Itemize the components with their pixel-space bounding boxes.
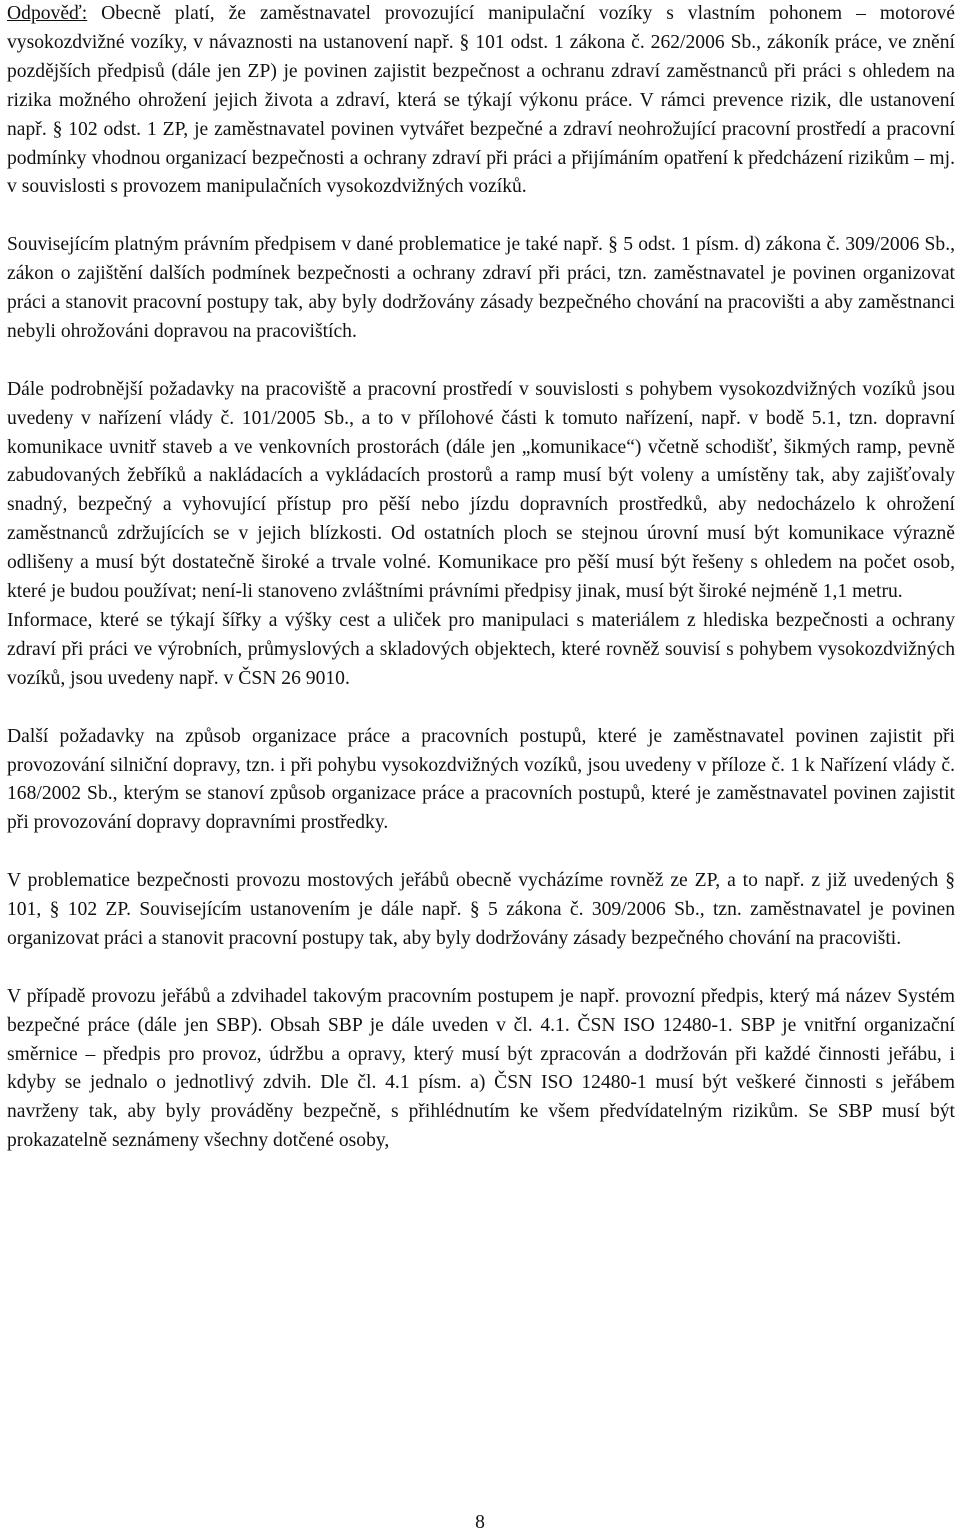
answer-text: Obecně platí, že zaměstnavatel provozující manipulační vozíky s vlastním pohonem – motorové vysokozdvižné vozíky, v návaznosti na ustanovení např. § 101 odst. 1 zákona č. 262/2006 Sb., zákoník práce, ve znění pozdějších předpisů (dále jen ZP) je povinen zajistit bezpečnost a ochranu zdraví zaměstnanců při práci s ohledem na rizika možného ohrožení jejich života a zdraví, která se týkají výkonu práce. V rámci prevence rizik, dle ustanovení např. § 102 odst. 1 ZP, je zaměstnavatel povinen vytvářet bezpečné a zdraví neohrožující pracovní prostředí a pracovní podmínky vhodnou organizací bezpečnosti a ochrany zdraví při práci a přijímáním opatření k předcházení rizikům – mj. v souvislosti s provozem manipulačních vysokozdvižných vozíků. [7, 3, 955, 198]
answer-label: Odpověď: [7, 3, 88, 24]
document-page [7, 0, 955, 1156]
paragraph-workplace-requirements: Dále podrobnější požadavky na pracoviště a pracovní prostředí v souvislosti s pohybem vysokozdvižných vozíků jsou uvedeny v nařízení vlády č. 101/2005 Sb., a to v přílohové části k tomuto nařízení, např. v bodě 5.1, tzn. dopravní komunikace uvnitř staveb a ve venkovních prostorách (dále jen „komunikace“) včetně schodišť, šikmých ramp, pevně zabudovaných žebříků a nakládacích a vykládacích prostorů a ramp musí být voleny a umístěny tak, aby zajišťovaly snadný, bezpečný a vyhovující přístup pro pěší nebo jízdu dopravních prostředků, aby nedocházelo k ohrožení zaměstnanců zdržujících se v jejich blízkosti. Od ostatních ploch se stejnou úrovní musí být komunikace výrazně odlišeny a musí být dostatečně široké a trvale volné. Komunikace pro pěší musí být řešeny s ohledem na počet osob, které je budou používat; není-li stanoveno zvláštními právními předpisy jinak, musí být široké nejméně 1,1 metru. [7, 378, 955, 603]
paragraph-csn-information: Informace, které se týkají šířky a výšky cest a uliček pro manipulaci s materiálem z hlediska bezpečnosti a ochrany zdraví při práci ve výrobních, průmyslových a skladových objektech, které rovněž souvisí s pohybem vysokozdvižných vozíků, jsou uvedeny např. v ČSN 26 9010. [7, 610, 955, 689]
paragraph-answer [7, 0, 955, 202]
paragraph-cranes: V problematice bezpečnosti provozu mostových jeřábů obecně vycházíme rovněž ze ZP, a to např. z již uvedených § 101, § 102 ZP. Souvisejícím ustanovením je dále např. § 5 zákona č. 309/2006 Sb., tzn. zaměstnavatel je povinen organizovat práci a stanovit pracovní postupy tak, aby byly dodržovány zásady bezpečného chování na pracovišti. [7, 870, 955, 949]
paragraph-related-law: Souvisejícím platným právním předpisem v dané problematice je také např. § 5 odst. 1 písm. d) zákona č. 309/2006 Sb., zákon o zajištění dalších podmínek bezpečnosti a ochrany zdraví při práci, tzn. zaměstnavatel je povinen organizovat práci a stanovit pracovní postupy tak, aby byly dodržovány zásady bezpečného chování na pracovišti a aby zaměstnanci nebyli ohrožováni dopravou na pracovištích. [7, 234, 955, 342]
paragraph-safe-work-system: V případě provozu jeřábů a zdvihadel takovým pracovním postupem je např. provozní předpis, který má název Systém bezpečné práce (dále jen SBP). Obsah SBP je dále uveden v čl. 4.1. ČSN ISO 12480-1. SBP je vnitřní organizační směrnice – předpis pro provoz, údržbu a opravy, který musí být zpracován a dodržován při každé činnosti jeřábu, i kdyby se jednalo o jednotlivý zdvih. Dle čl. 4.1 písm. a) ČSN ISO 12480-1 musí být veškeré činnosti s jeřábem navrženy tak, aby byly prováděny bezpečně, s přihlédnutím ke všem předvídatelným rizikům. Se SBP musí být prokazatelně seznámeny všechny dotčené osoby, [7, 985, 955, 1152]
page-number: 8 [475, 1512, 485, 1533]
paragraph-work-organization: Další požadavky na způsob organizace práce a pracovních postupů, které je zaměstnavatel povinen zajistit při provozování silniční dopravy, tzn. i při pohybu vysokozdvižných vozíků, jsou uvedeny v příloze č. 1 k Nařízení vlády č. 168/2002 Sb., kterým se stanoví způsob organizace práce a pracovních postupů, které je zaměstnavatel povinen zajistit při provozování dopravy dopravními prostředky. [7, 725, 955, 834]
